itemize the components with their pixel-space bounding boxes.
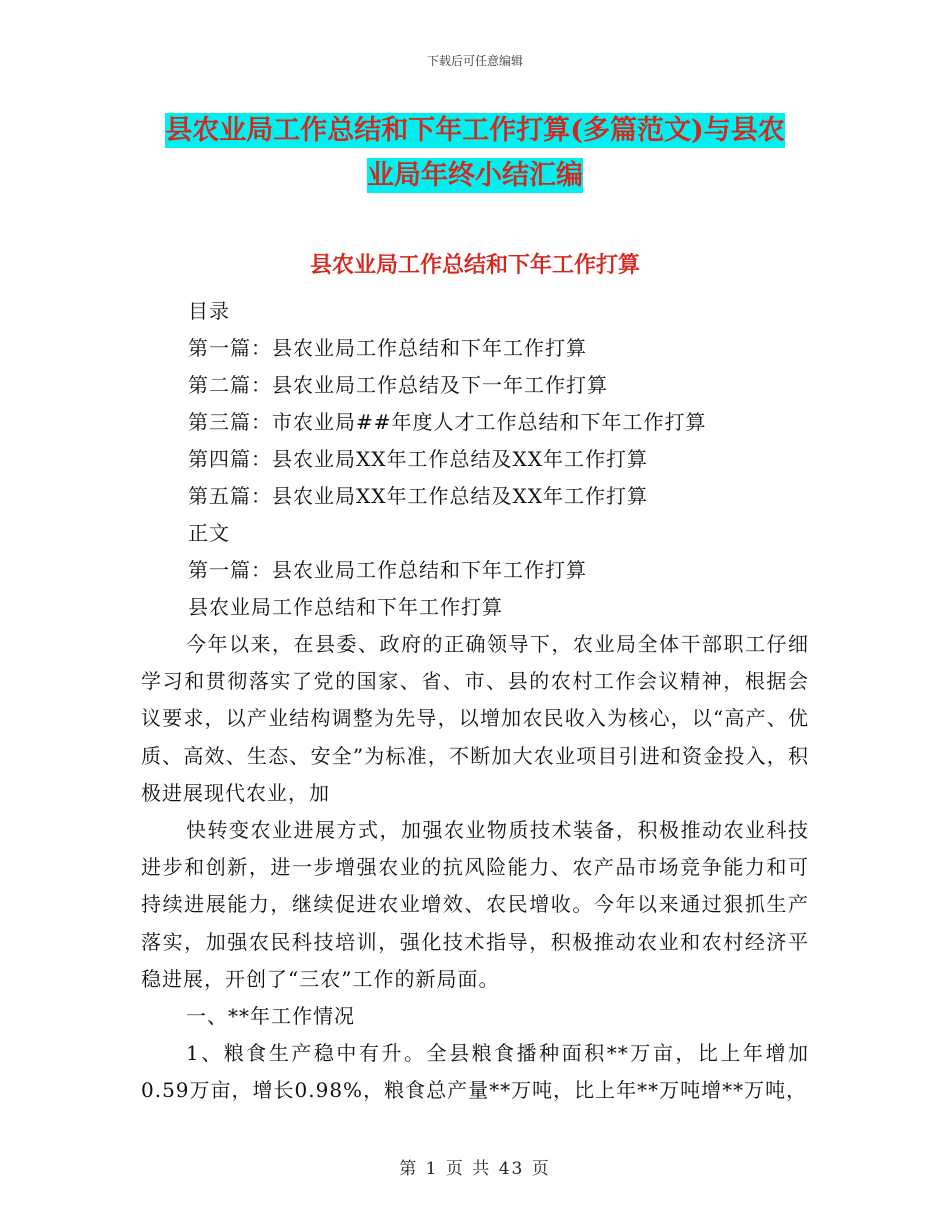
document-title — [0, 108, 950, 198]
body-text — [141, 626, 809, 1110]
paragraph-heading: 一、**年工作情况 — [186, 1004, 355, 1029]
paragraph: 快转变农业进展方式，加强农业物质技术装备，积极推动农业科技进步和创新，进一步增强农业的抗风险能力、农产品市场竞争能力和可持续进展能力，继续促进农业增效、农民增收。今年以来通过狠抓生产落实，加强农民科技培训，强化技术指导，积极推动农业和农村经济平稳进展，开创了“三农”工作的新局面。 — [141, 818, 809, 991]
chapter-title: 第一篇：县农业局工作总结和下年工作打算 — [188, 558, 587, 582]
table-of-contents — [188, 293, 707, 626]
paragraph: 1、粮食生产稳中有升。全县粮食播种面积**万亩，比上年增加0.59万亩，增长0.98%，粮食总产量**万吨，比上年**万吨增**万吨， — [141, 1041, 809, 1103]
toc-item: 第五篇：县农业局XX年工作总结及XX年工作打算 — [188, 484, 648, 508]
toc-item: 第三篇：市农业局##年度人才工作总结和下年工作打算 — [188, 410, 707, 434]
toc-item: 第二篇：县农业局工作总结及下一年工作打算 — [188, 373, 608, 397]
title-line-1: 县农业局工作总结和下年工作打算(多篇范文)与县农 — [165, 115, 785, 146]
chapter-subtitle: 县农业局工作总结和下年工作打算 — [188, 595, 503, 619]
title-line-2: 业局年终小结汇编 — [367, 160, 583, 191]
section-title: 县农业局工作总结和下年工作打算 — [309, 252, 640, 278]
page-footer: 第 1 页 共 43 页 — [399, 1159, 551, 1179]
toc-heading: 目录 — [188, 299, 230, 323]
header-note: 下载后可任意编辑 — [426, 54, 523, 68]
paragraph: 今年以来，在县委、政府的正确领导下，农业局全体干部职工仔细学习和贯彻落实了党的国家、省、市、县的农村工作会议精神，根据会议要求，以产业结构调整为先导，以增加农民收入为核心，以“高产、优质、高效、生态、安全”为标准，不断加大农业项目引进和资金投入，积极进展现代农业，加 — [141, 632, 809, 805]
body-heading: 正文 — [188, 521, 230, 545]
toc-item: 第一篇：县农业局工作总结和下年工作打算 — [188, 336, 587, 360]
toc-item: 第四篇：县农业局XX年工作总结及XX年工作打算 — [188, 447, 648, 471]
